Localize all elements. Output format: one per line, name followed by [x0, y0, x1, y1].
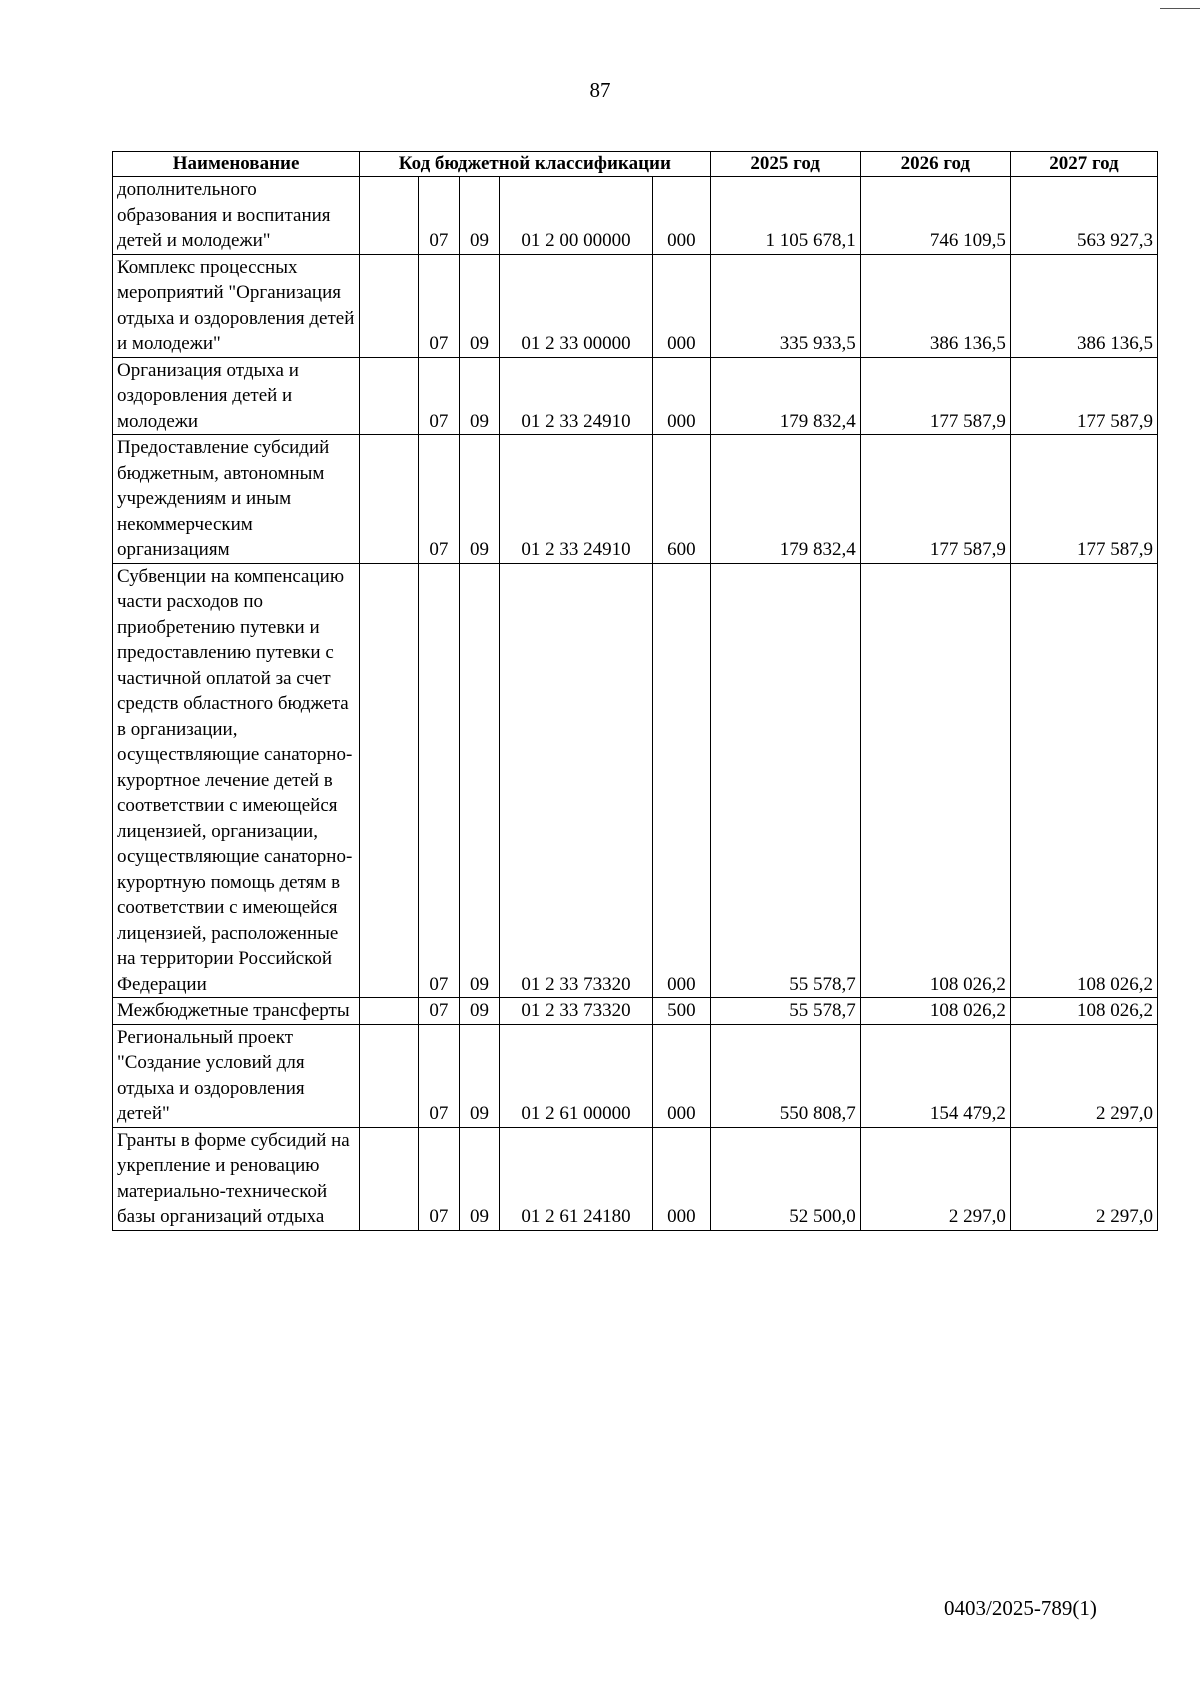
row-section: 07 — [418, 998, 460, 1025]
row-target-code: 01 2 61 00000 — [499, 1024, 652, 1127]
row-name: Региональный проект "Создание условий для отдыха и оздоровления детей" — [113, 1024, 360, 1127]
row-2027-value: 177 587,9 — [1010, 435, 1157, 564]
table-row — [113, 254, 1158, 357]
header-name: Наименование — [113, 152, 360, 177]
row-target-code: 01 2 33 73320 — [499, 563, 652, 998]
row-2027-value: 2 297,0 — [1010, 1127, 1157, 1230]
row-2025-value: 179 832,4 — [710, 435, 860, 564]
row-subsection: 09 — [460, 177, 500, 255]
row-subsection: 09 — [460, 1127, 500, 1230]
row-name: Межбюджетные трансферты — [113, 998, 360, 1025]
row-target-code: 01 2 33 73320 — [499, 998, 652, 1025]
row-name: дополнительного образования и воспитания детей и молодежи" — [113, 177, 360, 255]
row-target-code: 01 2 61 24180 — [499, 1127, 652, 1230]
row-section: 07 — [418, 435, 460, 564]
row-2027-value: 177 587,9 — [1010, 357, 1157, 435]
row-section: 07 — [418, 563, 460, 998]
header-budget-code: Код бюджетной классификации — [360, 152, 710, 177]
row-2027-value: 563 927,3 — [1010, 177, 1157, 255]
row-name: Гранты в форме субсидий на укрепление и реновацию материально-технической базы организаций отдыха — [113, 1127, 360, 1230]
row-expense-type: 000 — [653, 254, 710, 357]
row-expense-type: 000 — [653, 1024, 710, 1127]
row-section: 07 — [418, 357, 460, 435]
row-name: Организация отдыха и оздоровления детей и молодежи — [113, 357, 360, 435]
row-target-code: 01 2 00 00000 — [499, 177, 652, 255]
row-2026-value: 108 026,2 — [860, 563, 1010, 998]
row-subsection: 09 — [460, 357, 500, 435]
row-2026-value: 2 297,0 — [860, 1127, 1010, 1230]
row-2027-value: 386 136,5 — [1010, 254, 1157, 357]
row-2025-value: 1 105 678,1 — [710, 177, 860, 255]
row-blank-cell — [360, 1024, 418, 1127]
table-row — [113, 357, 1158, 435]
table-row — [113, 563, 1158, 998]
row-expense-type: 000 — [653, 563, 710, 998]
row-2025-value: 335 933,5 — [710, 254, 860, 357]
row-expense-type: 000 — [653, 1127, 710, 1230]
table-header-row — [113, 152, 1158, 177]
document-code: 0403/2025-789(1) — [944, 1596, 1097, 1620]
row-2025-value: 55 578,7 — [710, 563, 860, 998]
row-section: 07 — [418, 254, 460, 357]
row-name: Предоставление субсидий бюджетным, автономным учреждениям и иным некоммерческим организациям — [113, 435, 360, 564]
row-2027-value: 108 026,2 — [1010, 998, 1157, 1025]
row-blank-cell — [360, 435, 418, 564]
row-2025-value: 550 808,7 — [710, 1024, 860, 1127]
row-2026-value: 154 479,2 — [860, 1024, 1010, 1127]
row-blank-cell — [360, 357, 418, 435]
row-2026-value: 746 109,5 — [860, 177, 1010, 255]
row-expense-type: 000 — [653, 177, 710, 255]
row-section: 07 — [418, 177, 460, 255]
row-subsection: 09 — [460, 563, 500, 998]
table-row — [113, 1127, 1158, 1230]
row-section: 07 — [418, 1127, 460, 1230]
row-subsection: 09 — [460, 254, 500, 357]
row-subsection: 09 — [460, 435, 500, 564]
row-blank-cell — [360, 254, 418, 357]
row-blank-cell — [360, 998, 418, 1025]
page-number: 87 — [589, 78, 611, 102]
row-target-code: 01 2 33 24910 — [499, 357, 652, 435]
header-2025: 2025 год — [710, 152, 860, 177]
row-section: 07 — [418, 1024, 460, 1127]
row-2026-value: 386 136,5 — [860, 254, 1010, 357]
row-expense-type: 600 — [653, 435, 710, 564]
row-expense-type: 500 — [653, 998, 710, 1025]
row-2026-value: 177 587,9 — [860, 435, 1010, 564]
row-name: Комплекс процессных мероприятий "Организация отдыха и оздоровления детей и молодежи" — [113, 254, 360, 357]
row-2026-value: 177 587,9 — [860, 357, 1010, 435]
table-row — [113, 998, 1158, 1025]
row-subsection: 09 — [460, 998, 500, 1025]
row-2027-value: 2 297,0 — [1010, 1024, 1157, 1127]
row-2025-value: 179 832,4 — [710, 357, 860, 435]
row-2025-value: 52 500,0 — [710, 1127, 860, 1230]
row-2025-value: 55 578,7 — [710, 998, 860, 1025]
row-blank-cell — [360, 1127, 418, 1230]
row-2026-value: 108 026,2 — [860, 998, 1010, 1025]
table-row — [113, 177, 1158, 255]
row-2027-value: 108 026,2 — [1010, 563, 1157, 998]
row-blank-cell — [360, 177, 418, 255]
row-target-code: 01 2 33 24910 — [499, 435, 652, 564]
row-name: Субвенции на компенсацию части расходов по приобретению путевки и предоставлению путевки с частичной оплатой за счет средств областного бюджета в организации, осуществляющие санаторно-курортное лечение детей в соответствии с имеющейся лицензией, организации, осуществляющие санаторно-курортную помощь детям в соответствии с имеющейся лицензией, расположенные на территории Российской Федерации — [113, 563, 360, 998]
table-row — [113, 435, 1158, 564]
header-2026: 2026 год — [860, 152, 1010, 177]
header-2027: 2027 год — [1010, 152, 1157, 177]
budget-table — [112, 151, 1158, 1231]
corner-mark — [1160, 0, 1200, 9]
table-row — [113, 1024, 1158, 1127]
row-subsection: 09 — [460, 1024, 500, 1127]
row-target-code: 01 2 33 00000 — [499, 254, 652, 357]
row-blank-cell — [360, 563, 418, 998]
row-expense-type: 000 — [653, 357, 710, 435]
